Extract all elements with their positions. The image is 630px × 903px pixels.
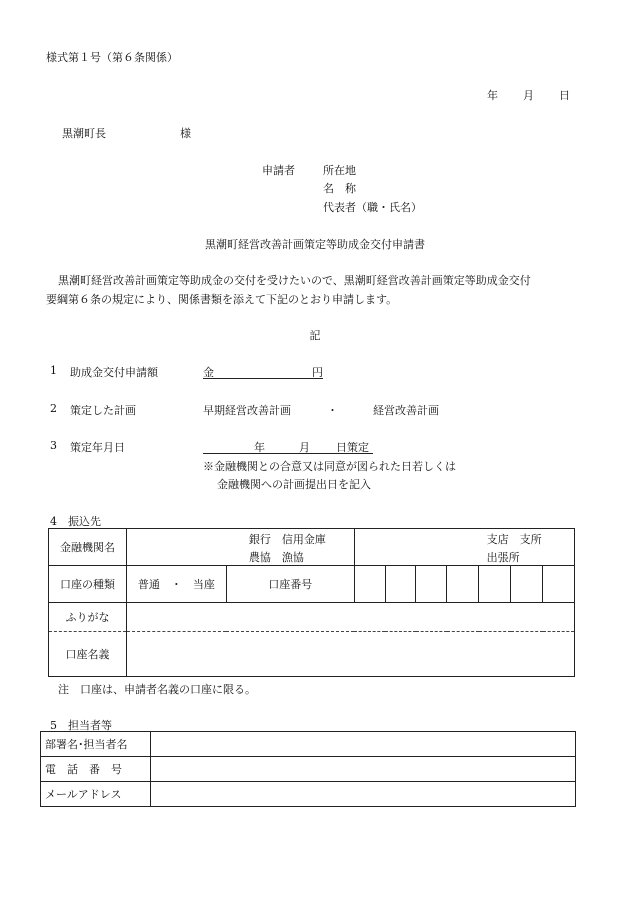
plan-option-early: 早期経営改善計画 (203, 404, 291, 417)
contact-dept-row (41, 732, 576, 757)
amount-prefix: 金 (203, 366, 214, 379)
dept-contact-field[interactable] (150, 732, 575, 757)
amount-field (203, 364, 323, 379)
plan-date-field (203, 439, 373, 454)
account-digit-box[interactable] (447, 566, 479, 603)
address-label: 所在地 (323, 164, 356, 177)
contact-section-heading: 5 担当者等 (50, 719, 112, 732)
form-number: 様式第１号（第６条関係） (46, 51, 178, 64)
contact-email-row (41, 782, 576, 807)
applicant-label: 申請者 (262, 164, 295, 177)
date-month-label: 月 (523, 89, 534, 102)
phone-label: 電 話 番 号 (41, 757, 151, 782)
plan-date-year: 年 (254, 441, 265, 454)
ki-label: 記 (309, 329, 321, 342)
account-name-row (49, 632, 575, 677)
account-note: 注 口座は、申請者名義の口座に限る。 (58, 683, 256, 696)
bank-institution-row (49, 529, 575, 566)
item1-label: 助成金交付申請額 (70, 366, 158, 379)
body-text-line1: 黒潮町経営改善計画策定等助成金の交付を受けたいので、黒潮町経営改善計画策定等助成金交付 (58, 274, 531, 287)
furigana-field[interactable] (126, 603, 574, 632)
account-digit-box[interactable] (354, 566, 385, 603)
phone-field[interactable] (150, 757, 575, 782)
item3-number: 3 (50, 439, 57, 452)
account-digit-box[interactable] (385, 566, 416, 603)
item3-note-line2: 金融機関への計画提出日を記入 (217, 478, 371, 491)
institution-name-cell[interactable] (126, 529, 354, 566)
account-name-label: 口座名義 (49, 632, 127, 677)
amount-suffix: 円 (312, 366, 323, 379)
item3-note-line1: ※金融機関との合意又は同意が図られた日若しくは (203, 460, 456, 473)
furigana-label: ふりがな (49, 603, 127, 632)
bank-types-line1: 銀行 信用金庫 (248, 533, 326, 546)
date-day-label: 日 (559, 89, 570, 102)
account-digit-box[interactable] (543, 566, 575, 603)
item2-label: 策定した計画 (70, 404, 136, 417)
institution-label: 金融機関名 (49, 529, 127, 566)
item2-number: 2 (50, 402, 57, 415)
furigana-row (49, 603, 575, 632)
page-title: 黒潮町経営改善計画策定等助成金交付申請書 (205, 238, 425, 251)
dept-contact-label: 部署名･担当者名 (41, 732, 151, 757)
account-type-row (49, 566, 575, 603)
account-digit-box[interactable] (416, 566, 447, 603)
name-label: 名 称 (323, 182, 356, 195)
branch-types-line1: 支店 支所 (486, 533, 542, 546)
account-name-field[interactable] (126, 632, 574, 677)
email-label: メールアドレス (41, 782, 151, 807)
representative-label: 代表者（職・氏名） (323, 201, 422, 214)
email-field[interactable] (150, 782, 575, 807)
plan-date-day: 日策定 (336, 441, 369, 454)
account-type-label: 口座の種類 (49, 566, 127, 603)
contact-table (40, 731, 576, 807)
account-type-options[interactable]: 普通 ・ 当座 (126, 566, 226, 603)
bank-types-line2: 農協 漁協 (248, 551, 304, 564)
addressee: 黒潮町長 (62, 127, 106, 140)
plan-date-month: 月 (299, 441, 310, 454)
plan-option-standard: 経営改善計画 (373, 404, 439, 417)
account-digit-box[interactable] (511, 566, 543, 603)
contact-phone-row (41, 757, 576, 782)
plan-option-separator: ・ (327, 404, 338, 417)
bank-section-heading: 4 振込先 (50, 515, 101, 528)
branch-name-cell[interactable] (354, 529, 574, 566)
item3-label: 策定年月日 (70, 441, 125, 454)
bank-table (48, 528, 575, 677)
addressee-honorific: 様 (180, 127, 191, 140)
account-digit-box[interactable] (479, 566, 511, 603)
item1-number: 1 (50, 364, 57, 377)
account-number-label: 口座番号 (226, 566, 354, 603)
date-year-label: 年 (487, 89, 498, 102)
body-text-line2: 要綱第６条の規定により、関係書類を添えて下記のとおり申請します。 (46, 293, 398, 306)
branch-types-line2: 出張所 (486, 551, 520, 564)
